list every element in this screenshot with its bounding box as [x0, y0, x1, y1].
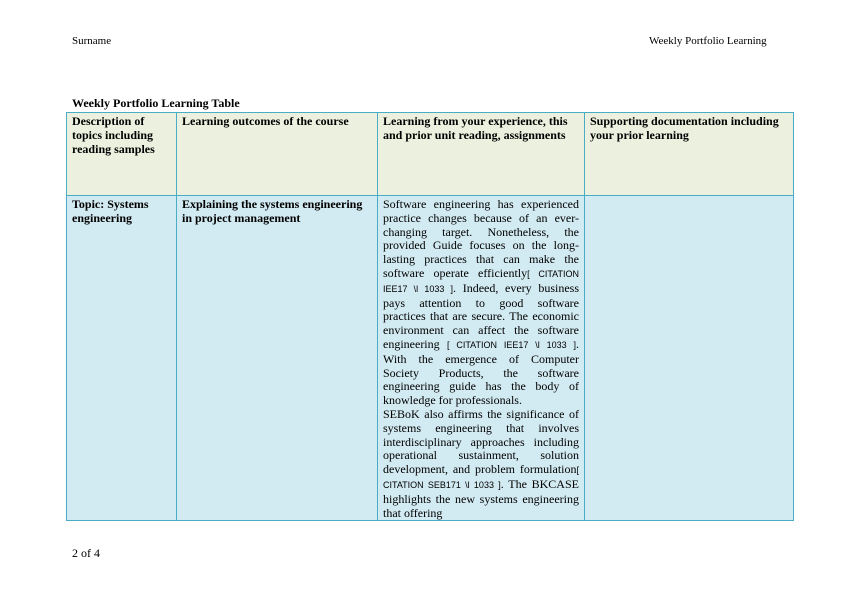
column-header-supporting: Supporting documentation including your prior learning: [585, 113, 794, 196]
table-title: Weekly Portfolio Learning Table: [72, 96, 240, 110]
outcome-cell: Explaining the systems engineering in project management: [177, 196, 378, 521]
citation: [ CITATION IEE17 \l 1033 ]: [447, 339, 576, 350]
learning-paragraph-1: Software engineering has experienced practice changes because of an ever-changing target. Nonetheless, the provided Guide focuses on the long-lasting practices that can make the software operate efficiently[ CITATION IEE17 \l 1033 ]. Indeed, every business pays attention to good software practices that are secure. The economic environment can affect the software engineering [ CITATION IEE17 \l 1033 ]. With the emergence of Computer Society Products, the software engineering guide has the body of knowledge for professionals.: [383, 197, 580, 408]
page-number: 2 of 4: [72, 546, 100, 560]
table-row: [67, 196, 794, 521]
table-header-row: [67, 113, 794, 196]
learning-table: [66, 112, 794, 521]
learning-paragraph-2: SEBoK also affirms the significance of systems engineering that involves interdisciplinary approaches including operational sustainment, solution development, and problem formulation[ CITATION SEB171 \l 1033 ]. The BKCASE highlights the new systems engineering that offering: [383, 406, 579, 520]
supporting-cell: [585, 196, 794, 521]
topic-cell: Topic: Systems engineering: [67, 196, 177, 521]
citation: [ CITATION SEB171 \l 1033 ]: [383, 465, 579, 490]
header-surname: Surname: [72, 35, 112, 47]
column-header-learning: Learning from your experience, this and prior unit reading, assignments: [378, 113, 585, 196]
column-header-outcomes: Learning outcomes of the course: [177, 113, 378, 196]
learning-cell: [378, 196, 585, 521]
header-title: Weekly Portfolio Learning: [649, 35, 767, 47]
citation: [ CITATION IEE17 \l 1033 ]: [383, 268, 579, 294]
column-header-description: Description of topics including reading samples: [67, 113, 177, 196]
